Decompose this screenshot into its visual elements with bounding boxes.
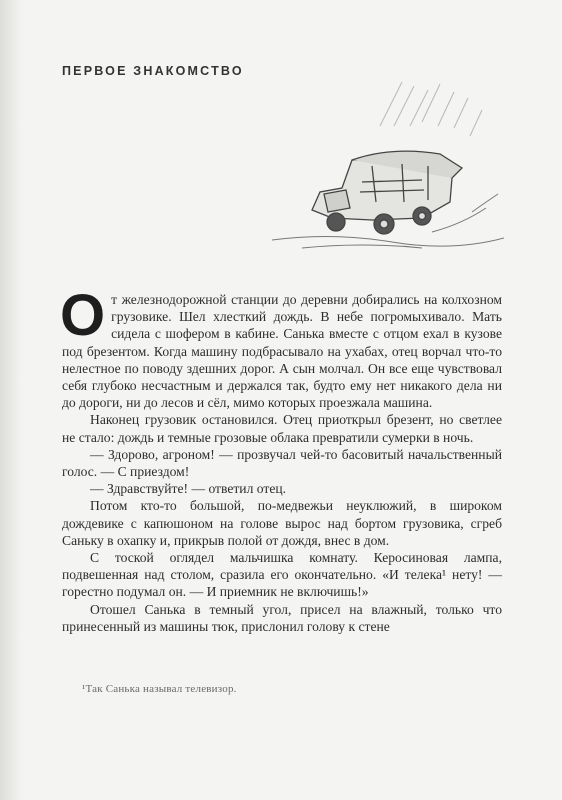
paragraph-3: — Здорово, агроном! — прозвучал чей-то басовитый начальственный голос. — С приездом!	[62, 446, 502, 480]
body-text	[60, 283, 502, 635]
footnote: ¹Так Санька называл телевизор.	[82, 683, 237, 695]
rain-streaks	[380, 82, 482, 136]
paragraph-5: Потом кто-то большой, по-медвежьи неуклюжий, в широком дождевике с капюшоном на голове вырос над бортом грузовика, сгреб Саньку в охапку и, прикрыв полой от дождя, внес в дом.	[62, 498, 502, 548]
paragraph-6: С тоской оглядел мальчишка комнату. Керосиновая лампа, подвешенная над столом, сразила его окончательно. «И телека¹ нету! — горестно подумал он. — И приемник не включишь!»	[62, 550, 502, 600]
paragraph-1: От железнодорожной станции до деревни добирались на колхозном грузовике. Шел хлесткий дождь. В небе погромыхивало. Мать сидела с шофером в кабине. Санька вместе с отцом ехал в кузове под брезентом. Когда машину подбрасывало на ухабах, отец ворчал что-то нелестное по поводу здешних дорог. А сын молчал. Он все еще чувствовал себя глубоко несчастным и держался так, будто ему нет никакого дела ни до дороги, ни до лесов и сёл, мимо которых проезжала машина.	[60, 283, 502, 411]
truck-drawing	[312, 151, 462, 234]
drop-cap-letter: О	[60, 283, 106, 348]
truck-in-rain-illustration	[272, 82, 504, 252]
paragraph-4: — Здравствуйте! — ответил отец.	[90, 481, 287, 497]
paragraph-2: Наконец грузовик остановился. Отец приоткрыл брезент, но светлее не стало: дождь и темные грозовые облака превратили сумерки в ночь.	[62, 412, 502, 445]
chapter-title: ПЕРВОЕ ЗНАКОМСТВО	[62, 64, 244, 78]
paragraph-7: Отошел Санька в темный угол, присел на влажный, только что принесенный из машины тюк, прислонил голову к стене	[62, 601, 502, 634]
page-binding-shadow	[0, 0, 22, 800]
